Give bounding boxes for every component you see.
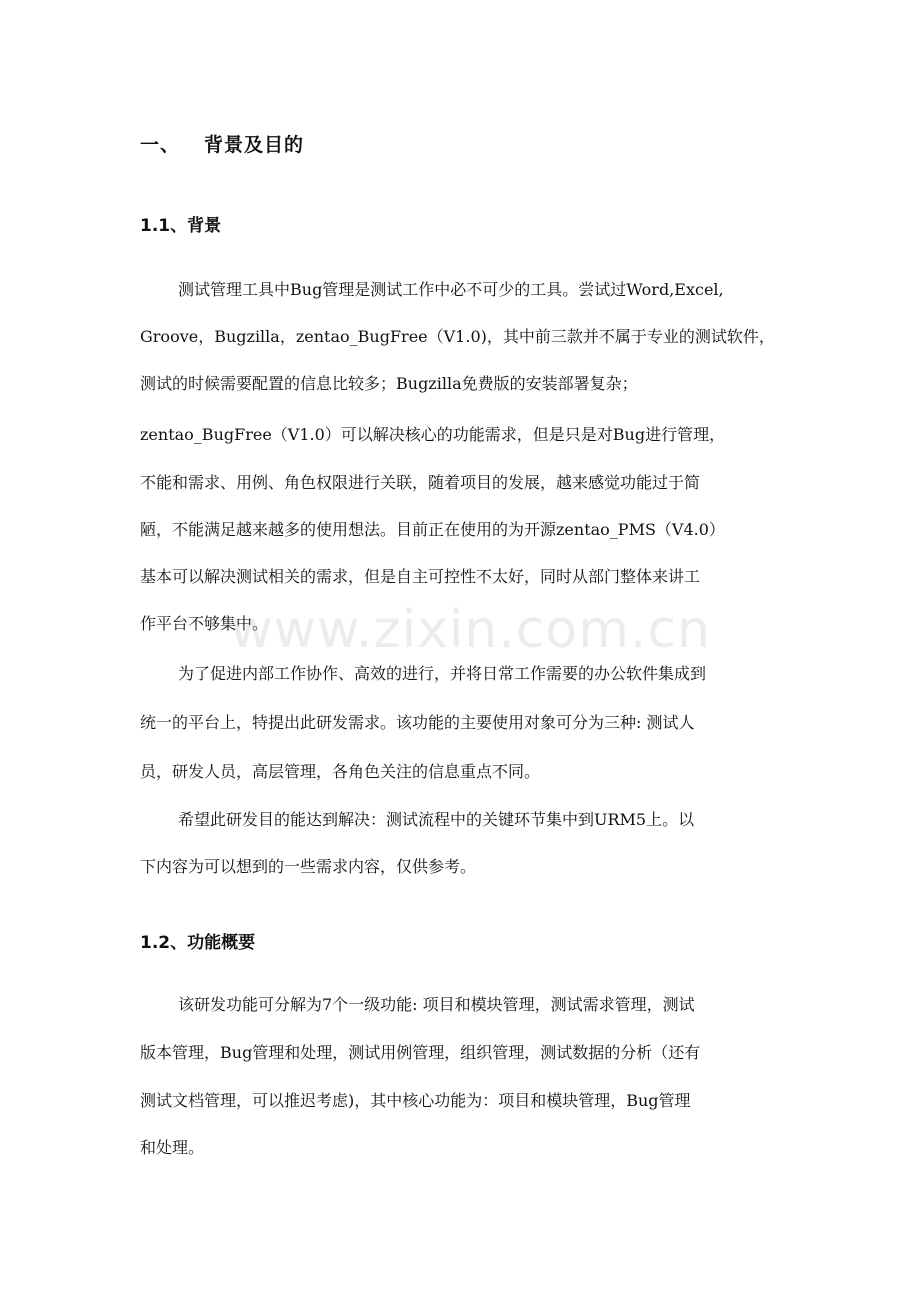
- section-1-2-title: 1.2、功能概要: [140, 933, 256, 953]
- paragraph-line: 版本管理，Bug管理和处理，测试用例管理，组织管理，测试数据的分析（还有: [140, 1043, 701, 1062]
- paragraph-line: 测试的时候需要配置的信息比较多；Bugzilla免费版的安装部署复杂；: [140, 374, 638, 393]
- paragraph-line: zentao_BugFree（V1.0）可以解决核心的功能需求，但是只是对Bug进行管理，: [140, 425, 726, 444]
- paragraph-line: 基本可以解决测试相关的需求，但是自主可控性不太好，同时从部门整体来讲工: [140, 567, 701, 586]
- paragraph-line: 陋，不能满足越来越多的使用想法。目前正在使用的为开源zentao_PMS（V4.0）: [140, 520, 725, 539]
- paragraph-line: 希望此研发目的能达到解决：测试流程中的关键环节集中到URM5上。以: [178, 810, 695, 829]
- paragraph-line: 测试管理工具中Bug管理是测试工作中必不可少的工具。尝试过Word,Excel,: [178, 280, 724, 299]
- paragraph-line: Groove，Bugzilla，zentao_BugFree（V1.0)，其中前三款并不属于专业的测试软件，: [140, 327, 775, 346]
- watermark: www.zixin.com.cn: [230, 600, 711, 660]
- paragraph-line: 不能和需求、用例、角色权限进行关联，随着项目的发展，越来感觉功能过于简: [140, 473, 701, 492]
- paragraph-line: 员，研发人员，高层管理，各角色关注的信息重点不同。: [140, 762, 541, 781]
- paragraph-line: 为了促进内部工作协作、高效的进行，并将日常工作需要的办公软件集成到: [178, 664, 707, 683]
- paragraph-line: 该研发功能可分解为7个一级功能: 项目和模块管理，测试需求管理，测试: [178, 995, 695, 1014]
- heading-1-number: 一、: [140, 134, 181, 156]
- section-1-1-title: 1.1、背景: [140, 216, 222, 236]
- paragraph-line: 下内容为可以想到的一些需求内容，仅供参考。: [140, 857, 477, 876]
- paragraph-line: 作平台不够集中。: [140, 614, 269, 633]
- paragraph-line: 统一的平台上，特提出此研发需求。该功能的主要使用对象可分为三种: 测试人: [140, 713, 695, 732]
- heading-1-title: 背景及目的: [204, 134, 305, 156]
- paragraph-line: 测试文档管理，可以推迟考虑)，其中核心功能为：项目和模块管理，Bug管理: [140, 1091, 691, 1110]
- heading-1: [140, 130, 304, 157]
- paragraph-line: 和处理。: [140, 1138, 205, 1157]
